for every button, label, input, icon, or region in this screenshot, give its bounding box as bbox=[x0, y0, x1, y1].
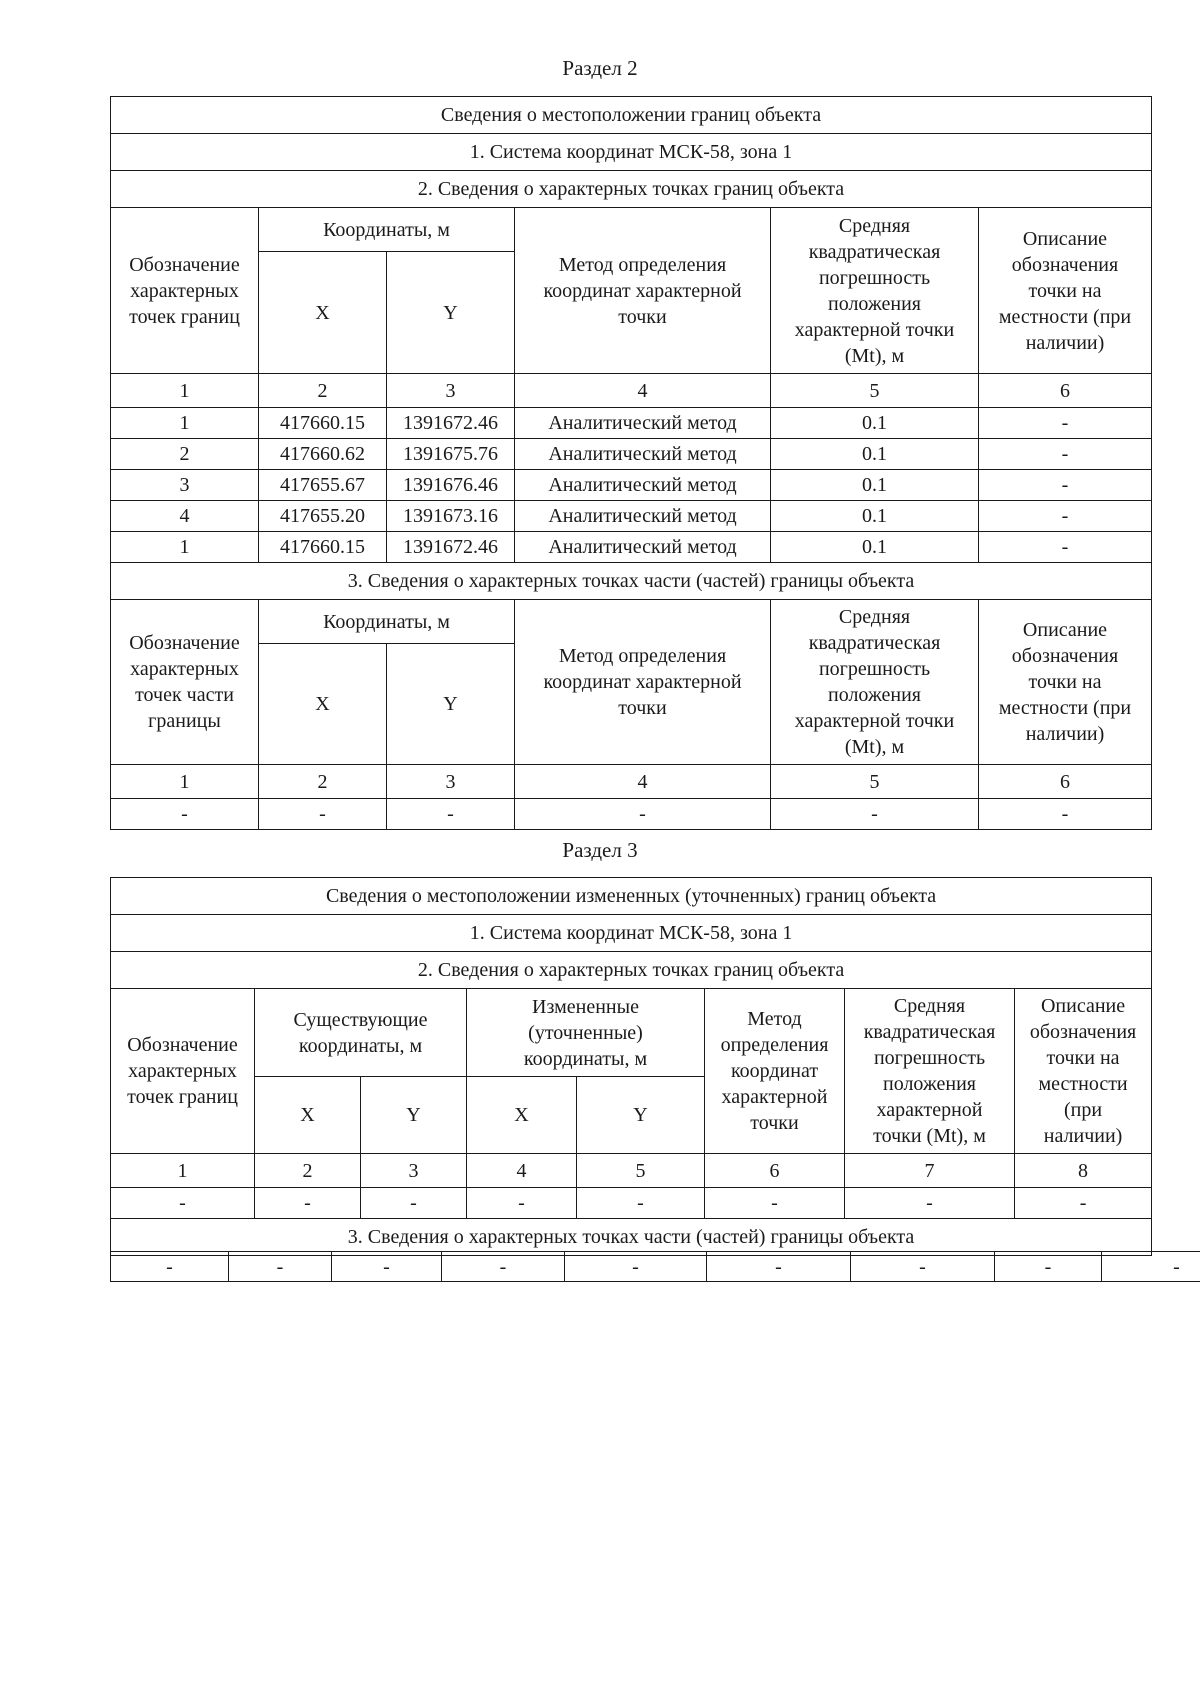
description: - bbox=[979, 439, 1152, 470]
coord-x: 417660.15 bbox=[259, 532, 387, 563]
error-mt: 0.1 bbox=[771, 470, 979, 501]
point-id: 1 bbox=[111, 532, 259, 563]
column-number: 2 bbox=[259, 374, 387, 408]
empty-cell: - bbox=[771, 799, 979, 830]
section-2-title: Раздел 2 bbox=[562, 56, 638, 80]
header-designation: Обозначение характерных точек границ bbox=[111, 208, 259, 374]
column-number: 3 bbox=[361, 1154, 467, 1188]
header-method: Метод определения координат характерной точки bbox=[515, 600, 771, 765]
empty-cell: - bbox=[705, 1188, 845, 1219]
method: Аналитический метод bbox=[515, 501, 771, 532]
column-number: 5 bbox=[771, 374, 979, 408]
header-row bbox=[111, 208, 1152, 252]
table-row bbox=[111, 799, 1152, 830]
table-title-row bbox=[111, 878, 1152, 915]
empty-cell: - bbox=[979, 799, 1152, 830]
column-number: 5 bbox=[577, 1154, 705, 1188]
header-designation: Обозначение характерных точек границ bbox=[111, 989, 255, 1154]
coordinate-system: 1. Система координат МСК-58, зона 1 bbox=[111, 134, 1152, 171]
empty-cell: - bbox=[111, 1252, 229, 1282]
coord-y: 1391676.46 bbox=[387, 470, 515, 501]
description: - bbox=[979, 532, 1152, 563]
header-row bbox=[111, 600, 1152, 644]
empty-cell: - bbox=[467, 1188, 577, 1219]
column-number: 5 bbox=[771, 765, 979, 799]
error-mt: 0.1 bbox=[771, 532, 979, 563]
header-method: Метод определения координат характерной точки bbox=[515, 208, 771, 374]
coordinate-system: 1. Система координат МСК-58, зона 1 bbox=[111, 915, 1152, 952]
error-mt: 0.1 bbox=[771, 501, 979, 532]
header-existing-coordinates: Существующие координаты, м bbox=[255, 989, 467, 1077]
coord-y: 1391672.46 bbox=[387, 532, 515, 563]
description: - bbox=[979, 408, 1152, 439]
point-id: 3 bbox=[111, 470, 259, 501]
header-y: Y bbox=[387, 252, 515, 374]
empty-cell: - bbox=[995, 1252, 1102, 1282]
table-row bbox=[111, 1188, 1152, 1219]
table-row bbox=[111, 408, 1152, 439]
empty-cell: - bbox=[229, 1252, 332, 1282]
method: Аналитический метод bbox=[515, 439, 771, 470]
header-error: Средняя квадратическая погрешность положения характерной точки (Mt), м bbox=[771, 600, 979, 765]
error-mt: 0.1 bbox=[771, 408, 979, 439]
header-existing-x: X bbox=[255, 1077, 361, 1154]
part-2-title-row bbox=[111, 171, 1152, 208]
part-2-title: 2. Сведения о характерных точках границ объекта bbox=[111, 952, 1152, 989]
part-2-title-row bbox=[111, 952, 1152, 989]
column-number: 4 bbox=[515, 374, 771, 408]
header-changed-x: X bbox=[467, 1077, 577, 1154]
empty-cell: - bbox=[565, 1252, 707, 1282]
column-number: 8 bbox=[1015, 1154, 1152, 1188]
column-number-row bbox=[111, 765, 1152, 799]
column-number: 1 bbox=[111, 1154, 255, 1188]
column-number: 6 bbox=[979, 765, 1152, 799]
column-number: 4 bbox=[467, 1154, 577, 1188]
header-changed-y: Y bbox=[577, 1077, 705, 1154]
header-description: Описание обозначения точки на местности (при наличии) bbox=[1015, 989, 1152, 1154]
part-3-title-row bbox=[111, 1219, 1152, 1256]
coordinate-system-row bbox=[111, 915, 1152, 952]
column-number: 4 bbox=[515, 765, 771, 799]
header-changed-coordinates: Измененные (уточненные) координаты, м bbox=[467, 989, 705, 1077]
coord-x: 417655.20 bbox=[259, 501, 387, 532]
empty-cell: - bbox=[387, 799, 515, 830]
coord-y: 1391672.46 bbox=[387, 408, 515, 439]
section-3-title: Раздел 3 bbox=[562, 838, 638, 862]
header-row bbox=[111, 989, 1152, 1077]
table-row bbox=[111, 501, 1152, 532]
column-number-row bbox=[111, 1154, 1152, 1188]
empty-cell: - bbox=[255, 1188, 361, 1219]
table-title: Сведения о местоположении измененных (уточненных) границ объекта bbox=[111, 878, 1152, 915]
coord-x: 417660.15 bbox=[259, 408, 387, 439]
section-3-part-3-table bbox=[110, 1251, 1200, 1282]
empty-cell: - bbox=[515, 799, 771, 830]
part-3-title: 3. Сведения о характерных точках части (частей) границы объекта bbox=[111, 563, 1152, 600]
method: Аналитический метод bbox=[515, 532, 771, 563]
empty-cell: - bbox=[111, 1188, 255, 1219]
empty-cell: - bbox=[442, 1252, 565, 1282]
column-number: 3 bbox=[387, 765, 515, 799]
column-number: 6 bbox=[979, 374, 1152, 408]
column-number-row bbox=[111, 374, 1152, 408]
column-number: 3 bbox=[387, 374, 515, 408]
coordinate-system-row bbox=[111, 134, 1152, 171]
header-error: Средняя квадратическая погрешность положения характерной точки (Mt), м bbox=[845, 989, 1015, 1154]
coord-x: 417660.62 bbox=[259, 439, 387, 470]
header-description: Описание обозначения точки на местности (при наличии) bbox=[979, 208, 1152, 374]
method: Аналитический метод bbox=[515, 408, 771, 439]
table-title: Сведения о местоположении границ объекта bbox=[111, 97, 1152, 134]
header-description: Описание обозначения точки на местности (при наличии) bbox=[979, 600, 1152, 765]
header-coordinates: Координаты, м bbox=[259, 208, 515, 252]
header-coordinates: Координаты, м bbox=[259, 600, 515, 644]
table-row bbox=[111, 532, 1152, 563]
error-mt: 0.1 bbox=[771, 439, 979, 470]
header-y: Y bbox=[387, 644, 515, 765]
point-id: 1 bbox=[111, 408, 259, 439]
empty-cell: - bbox=[1015, 1188, 1152, 1219]
column-number: 1 bbox=[111, 765, 259, 799]
part-3-title: 3. Сведения о характерных точках части (частей) границы объекта bbox=[111, 1219, 1152, 1256]
section-3-table bbox=[110, 877, 1152, 1256]
empty-cell: - bbox=[332, 1252, 442, 1282]
empty-cell: - bbox=[361, 1188, 467, 1219]
column-number: 1 bbox=[111, 374, 259, 408]
empty-cell: - bbox=[111, 799, 259, 830]
header-existing-y: Y bbox=[361, 1077, 467, 1154]
column-number: 2 bbox=[255, 1154, 361, 1188]
column-number: 6 bbox=[705, 1154, 845, 1188]
part-3-title-row bbox=[111, 563, 1152, 600]
point-id: 4 bbox=[111, 501, 259, 532]
table-title-row bbox=[111, 97, 1152, 134]
header-error: Средняя квадратическая погрешность положения характерной точки (Mt), м bbox=[771, 208, 979, 374]
header-method: Метод определения координат характерной точки bbox=[705, 989, 845, 1154]
header-x: X bbox=[259, 252, 387, 374]
empty-cell: - bbox=[259, 799, 387, 830]
part-2-title: 2. Сведения о характерных точках границ объекта bbox=[111, 171, 1152, 208]
empty-cell: - bbox=[1102, 1252, 1200, 1282]
coord-x: 417655.67 bbox=[259, 470, 387, 501]
coord-y: 1391675.76 bbox=[387, 439, 515, 470]
section-2-table bbox=[110, 96, 1152, 830]
empty-cell: - bbox=[851, 1252, 995, 1282]
table-row bbox=[111, 1252, 1200, 1282]
empty-cell: - bbox=[577, 1188, 705, 1219]
header-x: X bbox=[259, 644, 387, 765]
empty-cell: - bbox=[845, 1188, 1015, 1219]
point-id: 2 bbox=[111, 439, 259, 470]
column-number: 2 bbox=[259, 765, 387, 799]
coord-y: 1391673.16 bbox=[387, 501, 515, 532]
method: Аналитический метод bbox=[515, 470, 771, 501]
column-number: 7 bbox=[845, 1154, 1015, 1188]
empty-cell: - bbox=[707, 1252, 851, 1282]
table-row bbox=[111, 439, 1152, 470]
description: - bbox=[979, 470, 1152, 501]
table-row bbox=[111, 470, 1152, 501]
description: - bbox=[979, 501, 1152, 532]
header-designation: Обозначение характерных точек части границы bbox=[111, 600, 259, 765]
